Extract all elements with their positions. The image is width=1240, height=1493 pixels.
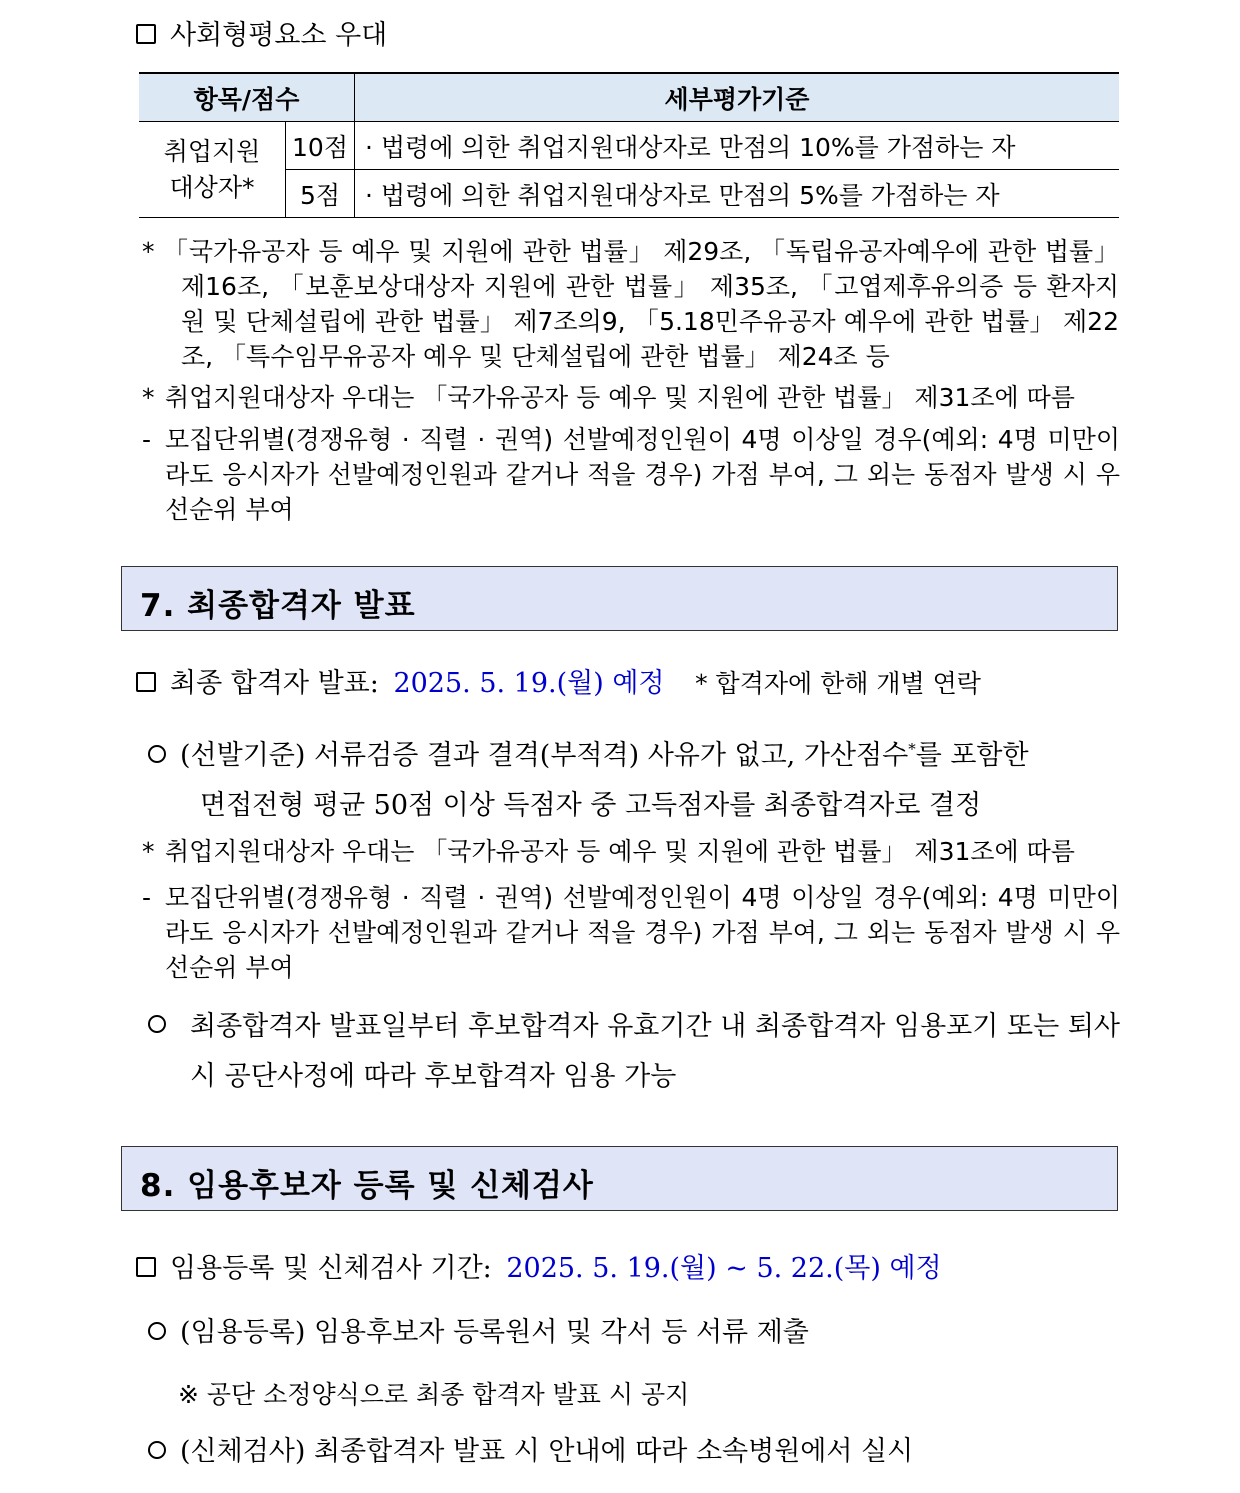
table-header-row: [139, 73, 1119, 122]
medical-exam-bullet: [148, 1427, 913, 1477]
law-reference-text: 「국가유공자 등 예우 및 지원에 관한 법률」 제29조, 「독립유공자예우에 관한 법률」 제16조, 「보훈보상대상자 지원에 관한 법률」 제35조, 「고엽제후유의증 등 환자지원 및 단체설립에 관한 법률」 제7조의9, 「5.18민주유공자 예우에 관한 법률」 제22조, 「특수임무유공자 예우 및 단체설립에 관한 법률」 제24조 등: [163, 237, 1119, 371]
reserve-candidate-bullet: [148, 1002, 1120, 1102]
note-mark: *: [142, 837, 155, 866]
registration-period-item: [136, 1251, 942, 1287]
registration-period-date: 2025. 5. 19.(월) ~ 5. 22.(목) 예정: [506, 1253, 942, 1284]
selection-criteria-text-2: 를 포함한: [915, 740, 1029, 771]
registration-form-note: ※ 공단 소정양식으로 최종 합격자 발표 시 공지: [178, 1380, 690, 1409]
preference-basis-note: 취업지원대상자 우대는 「국가유공자 등 예우 및 지원에 관한 법률」 제31조에 따름: [165, 383, 1075, 412]
note-mark: -: [142, 883, 152, 912]
table-row: [139, 122, 1119, 170]
section-8-title: 8. 임용후보자 등록 및 신체검사: [140, 1168, 594, 1204]
preference-basis-note-2: 취업지원대상자 우대는 「국가유공자 등 예우 및 지원에 관한 법률」 제31조에 따름: [165, 837, 1075, 866]
section-8-header: [121, 1146, 1118, 1211]
registration-bullet-text: (임용등록) 임용후보자 등록원서 및 각서 등 서류 제출: [180, 1317, 809, 1348]
law-reference-note: [163, 234, 1119, 374]
table-header-item-score: 항목/점수: [139, 73, 355, 122]
note-mark: *: [142, 383, 155, 412]
criteria-table: [139, 72, 1119, 218]
checkbox-square-icon: [136, 1257, 156, 1277]
circle-bullet-icon: [148, 745, 166, 763]
selection-criteria-line2: 면접전형 평균 50점 이상 득점자 중 고득점자를 최종합격자로 결정: [200, 790, 982, 821]
criteria-cell: · 법령에 의한 취업지원대상자로 만점의 10%를 가점하는 자: [355, 122, 1120, 170]
circle-bullet-icon: [148, 1441, 166, 1459]
table-row: [139, 170, 1119, 218]
score-cell: 5점: [286, 170, 355, 218]
score-cell: 10점: [286, 122, 355, 170]
bonus-condition-note-2: 모집단위별(경쟁유형 · 직렬 · 권역) 선발예정인원이 4명 이상일 경우(예외: 4명 미만이라도 응시자가 선발예정인원과 같거나 적을 경우) 가점 부여, 그 외는 동점자 발생 시 우선순위 부여: [165, 883, 1120, 982]
table-header-criteria: 세부평가기준: [355, 73, 1120, 122]
section-7-header: [121, 566, 1118, 631]
social-equity-heading-text: 사회형평요소 우대: [170, 20, 388, 51]
row-label-employment-support: 취업지원 대상자*: [139, 122, 286, 218]
circle-bullet-icon: [148, 1322, 166, 1340]
selection-criteria-bullet: [148, 724, 1123, 831]
selection-criteria-text-1: (선발기준) 서류검증 결과 결격(부적격) 사유가 없고, 가산점수: [180, 740, 909, 771]
registration-period-label: 임용등록 및 신체검사 기간:: [170, 1253, 492, 1284]
final-announcement-item: [136, 666, 981, 702]
final-announcement-date: 2025. 5. 19.(월) 예정: [393, 668, 665, 699]
checkbox-square-icon: [136, 24, 156, 44]
final-announcement-note: * 합격자에 한해 개별 연락: [695, 669, 981, 698]
reserve-candidate-text: 최종합격자 발표일부터 후보합격자 유효기간 내 최종합격자 임용포기 또는 퇴사 시 공단사정에 따라 후보합격자 임용 가능: [190, 1011, 1120, 1092]
social-equity-heading: [136, 18, 387, 54]
medical-exam-bullet-text: (신체검사) 최종합격자 발표 시 안내에 따라 소속병원에서 실시: [180, 1436, 914, 1467]
section-7-title: 7. 최종합격자 발표: [140, 588, 416, 624]
note-mark: *: [142, 237, 155, 266]
note-mark: -: [142, 425, 152, 454]
selection-criteria-sup: *: [908, 740, 916, 758]
circle-bullet-icon: [148, 1015, 166, 1033]
criteria-cell: · 법령에 의한 취업지원대상자로 만점의 5%를 가점하는 자: [355, 170, 1120, 218]
registration-bullet: [148, 1308, 809, 1358]
checkbox-square-icon: [136, 672, 156, 692]
bonus-condition-note: 모집단위별(경쟁유형 · 직렬 · 권역) 선발예정인원이 4명 이상일 경우(예외: 4명 미만이라도 응시자가 선발예정인원과 같거나 적을 경우) 가점 부여, 그 외는 동점자 발생 시 우선순위 부여: [165, 425, 1120, 524]
final-announcement-label: 최종 합격자 발표:: [170, 668, 379, 699]
